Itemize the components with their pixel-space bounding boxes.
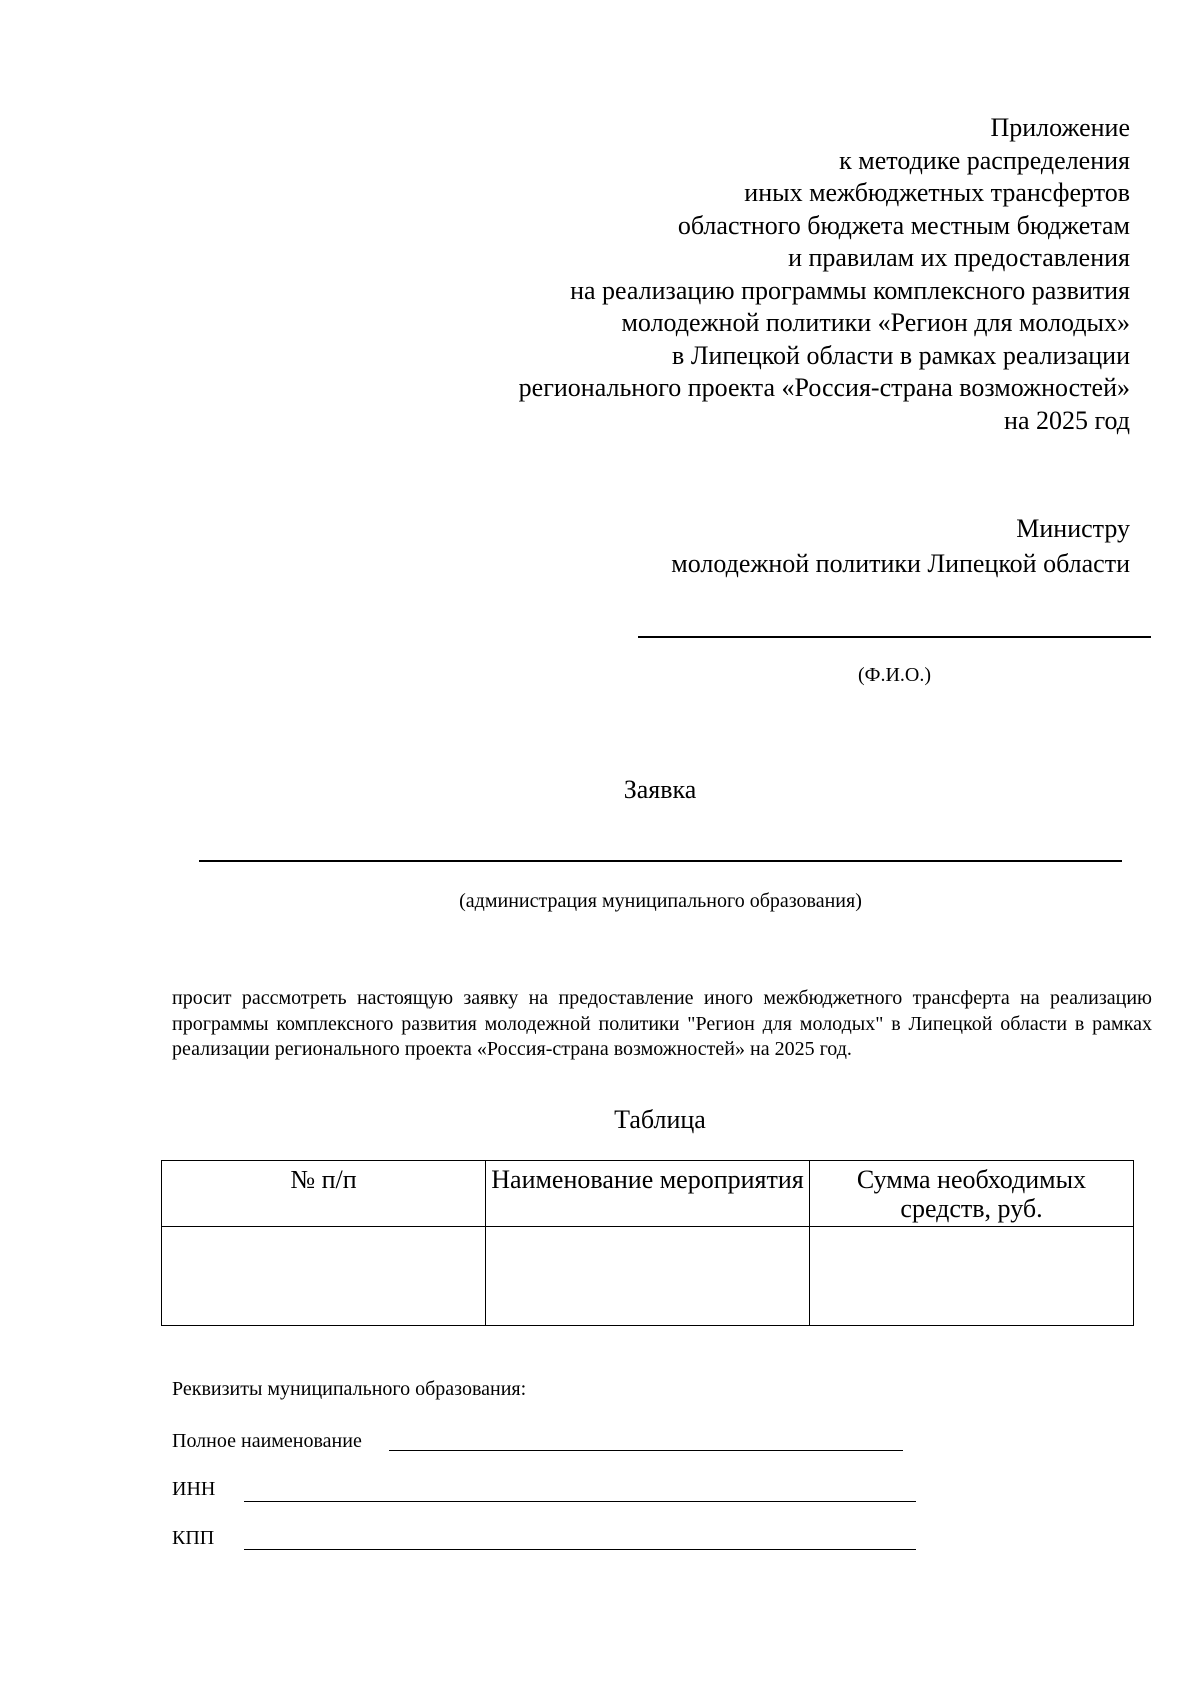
column-header-number: № п/п — [162, 1161, 486, 1227]
application-title: Заявка — [623, 775, 697, 804]
full-name-blank-line[interactable] — [389, 1450, 903, 1451]
table-caption: Таблица — [614, 1105, 706, 1134]
inn-label: ИНН — [172, 1478, 216, 1500]
addressee-title: Министру — [1016, 514, 1130, 543]
header-line: на 2025 год — [1004, 405, 1130, 435]
table-header-row — [162, 1161, 1134, 1227]
kpp-blank-line[interactable] — [244, 1549, 916, 1550]
fio-blank-line[interactable] — [638, 636, 1151, 638]
kpp-label: КПП — [172, 1527, 215, 1549]
header-line: на реализацию программы комплексного развития — [570, 275, 1130, 305]
inn-blank-line[interactable] — [244, 1501, 916, 1502]
addressee-block — [530, 511, 1130, 581]
header-line: иных межбюджетных трансфертов — [744, 178, 1130, 207]
header-line: к методике распределения — [839, 145, 1130, 175]
request-paragraph: просит рассмотреть настоящую заявку на предоставление иного межбюджетного трансферта на реализацию программы комплексного развития молодежной политики "Регион для молодых" в Липецкой области в рамках реализации регионального проекта «Россия-страна возможностей» на 2025 год. — [172, 987, 1152, 1060]
table-row — [162, 1227, 1134, 1326]
funding-table — [161, 1160, 1134, 1326]
appendix-header — [370, 112, 1130, 437]
table-cell-amount[interactable] — [810, 1227, 1134, 1326]
header-line: регионального проекта «Россия-страна возможностей» — [518, 373, 1130, 402]
column-header-activity: Наименование мероприятия — [486, 1161, 810, 1227]
header-line: молодежной политики «Регион для молодых» — [621, 308, 1130, 337]
header-line: областного бюджета местным бюджетам — [677, 210, 1130, 240]
header-line: и правилам их предоставления — [788, 243, 1130, 272]
table-cell-activity[interactable] — [486, 1227, 810, 1326]
header-line: Приложение — [990, 113, 1130, 142]
requisites-title: Реквизиты муниципального образования: — [172, 1378, 527, 1400]
admin-caption: (администрация муниципального образования) — [459, 890, 862, 912]
fio-caption: (Ф.И.О.) — [857, 664, 931, 686]
admin-blank-line[interactable] — [199, 860, 1122, 862]
column-header-amount: Сумма необходимых средств, руб. — [810, 1161, 1134, 1227]
table-cell-number[interactable] — [162, 1227, 486, 1326]
full-name-label: Полное наименование — [172, 1430, 362, 1452]
header-line: в Липецкой области в рамках реализации — [672, 340, 1130, 370]
addressee-ministry: молодежной политики Липецкой области — [671, 549, 1130, 578]
